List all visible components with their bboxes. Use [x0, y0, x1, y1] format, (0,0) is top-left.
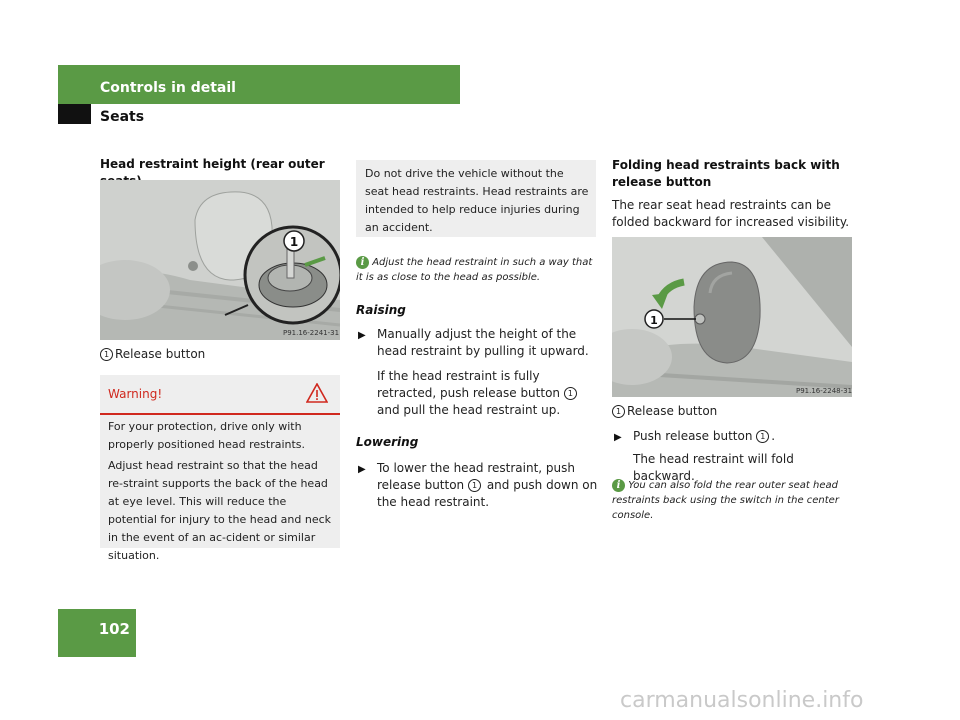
- info-note-text: Adjust the head restraint in such a way that it is as close to the head as possible.: [356, 257, 593, 283]
- callout-number: 1: [468, 479, 481, 492]
- callout-number: 1: [612, 405, 625, 418]
- page-number: 102: [98, 620, 130, 638]
- head-restraint-photo-2: [612, 237, 852, 397]
- callout-number: 1: [564, 387, 577, 400]
- raising-text-a: If the head restraint is fully retracted, push release button: [377, 369, 561, 400]
- lowering-heading: Lowering: [356, 435, 419, 449]
- folding-heading: Folding head restraints back with release button: [612, 158, 840, 189]
- raising-instruction: Manually adjust the height of the head restraint by pulling it upward.: [377, 327, 589, 358]
- head-restraint-height-heading: Head restraint height (rear outer: [100, 157, 325, 171]
- watermark: carmanualsonline.info: [620, 688, 864, 713]
- callout-number: 1: [100, 348, 113, 361]
- head-restraint-fold-illustration: [612, 237, 852, 397]
- head-restraint-illustration: [100, 180, 340, 340]
- fold-result: The head restraint will fold backward.: [633, 452, 794, 483]
- folding-intro: The rear seat head restraints can be folded backward for increased visibility.: [612, 198, 850, 229]
- warning-divider: [100, 413, 340, 415]
- push-release-instruction: [633, 428, 853, 445]
- info-note-text: You can also fold the rear outer seat head restraints back using the switch in the center console.: [612, 480, 839, 521]
- raising-retracted-note: [377, 368, 599, 419]
- warning-triangle-icon: [306, 383, 328, 403]
- caption-text: Release button: [627, 404, 718, 418]
- photo-code-2: P91.16-2248-31: [796, 387, 853, 395]
- notice-text: Do not drive the vehicle without the seat head restraints. Head restraints are intended to help reduce injuries during an accident.: [365, 167, 589, 234]
- section-title: Seats: [100, 109, 145, 125]
- bullet-arrow-icon: ▶: [614, 432, 622, 443]
- section-tab-marker: [58, 104, 91, 124]
- raising-heading: Raising: [356, 303, 406, 317]
- caption-text: Release button: [115, 347, 206, 361]
- info-icon: i: [612, 479, 625, 492]
- push-text-a: Push release button: [633, 429, 753, 443]
- info-note-switch: [612, 478, 856, 523]
- warning-paragraph-2: Adjust head restraint so that the head re-straint supports the back of the head at eye level. This will reduce the potential for injury to the head and neck in the event of an ac-cident or similar situation.: [108, 459, 332, 562]
- info-icon: i: [356, 256, 369, 269]
- photo-callout-1: 1: [289, 235, 299, 249]
- photo-callout-2: 1: [650, 314, 658, 327]
- lowering-text-b: and push down on the head restraint.: [377, 478, 598, 509]
- photo-code-1: P91.16-2241-31: [283, 329, 340, 337]
- callout-number: 1: [756, 430, 769, 443]
- caption-release-button-2: [612, 403, 717, 420]
- caption-release-button-1: [100, 346, 205, 363]
- raising-text-b: and pull the head restraint up.: [377, 403, 561, 417]
- warning-title: Warning!: [108, 387, 163, 401]
- chapter-title: Controls in detail: [100, 80, 236, 96]
- bullet-arrow-icon: ▶: [358, 330, 366, 341]
- push-text-b: .: [771, 429, 776, 443]
- info-note-adjust: [356, 255, 600, 285]
- lowering-instruction: [377, 460, 599, 511]
- warning-paragraph-1: For your protection, drive only with properly positioned head restraints.: [108, 420, 306, 451]
- head-restraint-photo-1: [100, 180, 340, 340]
- lowering-text-a: To lower the head restraint, push release button: [377, 461, 575, 492]
- bullet-arrow-icon: ▶: [358, 464, 366, 475]
